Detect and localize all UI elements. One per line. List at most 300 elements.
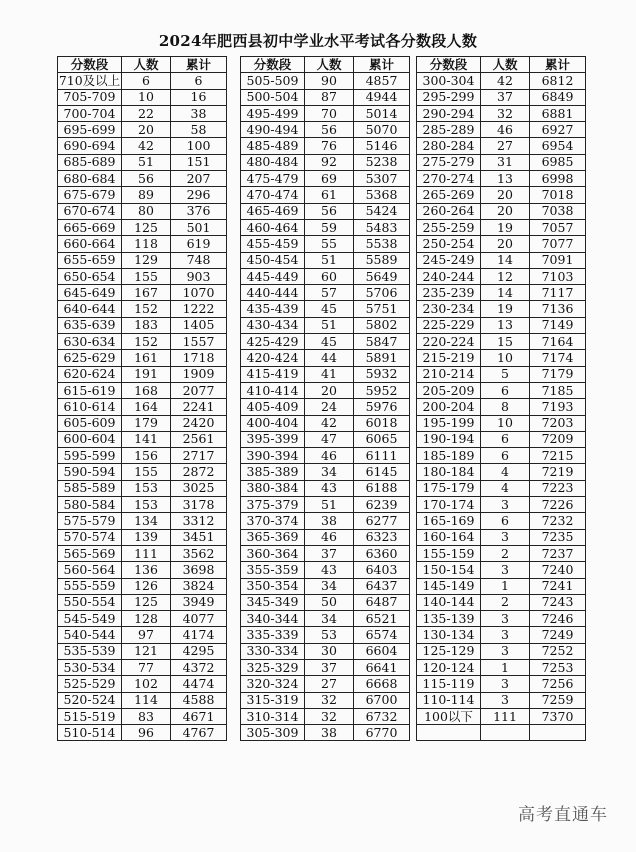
cell-count: 13 — [481, 171, 530, 187]
table-row — [417, 236, 586, 252]
cell-count: 8 — [481, 399, 530, 415]
cell-count: 20 — [305, 382, 354, 398]
cell-cumulative: 7038 — [530, 203, 586, 219]
cell-score-range: 430-434 — [241, 317, 305, 333]
cell-score-range: 300-304 — [417, 73, 481, 89]
table-row — [241, 594, 410, 610]
cell-score-range: 455-459 — [241, 236, 305, 252]
cell-count: 168 — [122, 382, 171, 398]
table-row — [58, 725, 227, 741]
cell-score-range: 530-534 — [58, 659, 122, 675]
cell-cumulative: 2561 — [171, 431, 227, 447]
cell-score-range: 265-269 — [417, 187, 481, 203]
cell-score-range: 380-384 — [241, 480, 305, 496]
table-row — [58, 187, 227, 203]
cell-score-range: 445-449 — [241, 268, 305, 284]
table-row — [417, 399, 586, 415]
cell-cumulative: 3562 — [171, 545, 227, 561]
table-row — [417, 529, 586, 545]
cell-score-range: 385-389 — [241, 464, 305, 480]
table-row — [241, 105, 410, 121]
cell-cumulative: 748 — [171, 252, 227, 268]
cell-score-range: 115-119 — [417, 676, 481, 692]
cell-count: 155 — [122, 268, 171, 284]
cell-cumulative: 6145 — [354, 464, 410, 480]
table-row — [241, 154, 410, 170]
cell-cumulative: 6277 — [354, 513, 410, 529]
cell-count: 102 — [122, 676, 171, 692]
cell-cumulative: 7077 — [530, 236, 586, 252]
cell-score-range: 285-289 — [417, 122, 481, 138]
cell-score-range: 140-144 — [417, 594, 481, 610]
cell-count: 46 — [305, 448, 354, 464]
table-row — [58, 659, 227, 675]
cell-score-range: 335-339 — [241, 627, 305, 643]
cell-score-range: 465-469 — [241, 203, 305, 219]
cell-score-range: 505-509 — [241, 73, 305, 89]
cell-score-range: 605-609 — [58, 415, 122, 431]
cell-cumulative: 6188 — [354, 480, 410, 496]
cell-cumulative: 7256 — [530, 676, 586, 692]
table-row — [241, 464, 410, 480]
cell-cumulative: 1222 — [171, 301, 227, 317]
cell-count: 55 — [305, 236, 354, 252]
cell-count: 152 — [122, 301, 171, 317]
cell-count: 60 — [305, 268, 354, 284]
table-row — [241, 659, 410, 675]
cell-cumulative: 376 — [171, 203, 227, 219]
cell-cumulative: 6 — [171, 73, 227, 89]
table-row — [241, 415, 410, 431]
cell-score-range: 475-479 — [241, 171, 305, 187]
cell-count: 43 — [305, 480, 354, 496]
cell-score-range: 595-599 — [58, 448, 122, 464]
table-row — [241, 171, 410, 187]
cell-count: 51 — [305, 497, 354, 513]
table-row — [241, 480, 410, 496]
cell-count: 56 — [305, 122, 354, 138]
cell-count: 59 — [305, 219, 354, 235]
cell-cumulative: 38 — [171, 105, 227, 121]
table-row — [241, 317, 410, 333]
cell-score-range: 620-624 — [58, 366, 122, 382]
cell-count: 43 — [305, 562, 354, 578]
cell-cumulative: 58 — [171, 122, 227, 138]
cell-score-range: 125-129 — [417, 643, 481, 659]
cell-score-range: 440-444 — [241, 285, 305, 301]
cell-score-range: 535-539 — [58, 643, 122, 659]
cell-count: 20 — [481, 187, 530, 203]
table-row — [241, 301, 410, 317]
cell-cumulative: 5238 — [354, 154, 410, 170]
cell-count: 97 — [122, 627, 171, 643]
cell-cumulative: 7243 — [530, 594, 586, 610]
cell-count: 19 — [481, 219, 530, 235]
cell-cumulative: 3178 — [171, 497, 227, 513]
cell-count: 191 — [122, 366, 171, 382]
score-table-col-2 — [240, 56, 410, 741]
header-count: 人数 — [305, 57, 354, 73]
cell-cumulative: 4588 — [171, 692, 227, 708]
cell-score-range: 370-374 — [241, 513, 305, 529]
header-cumulative: 累计 — [171, 57, 227, 73]
table-row — [417, 89, 586, 105]
cell-count: 56 — [122, 171, 171, 187]
cell-score-range: 195-199 — [417, 415, 481, 431]
cell-cumulative: 7226 — [530, 497, 586, 513]
cell-cumulative: 6998 — [530, 171, 586, 187]
cell-count: 125 — [122, 219, 171, 235]
cell-count: 32 — [481, 105, 530, 121]
cell-cumulative: 4474 — [171, 676, 227, 692]
cell-count: 80 — [122, 203, 171, 219]
cell-count: 111 — [122, 545, 171, 561]
cell-score-range: 290-294 — [417, 105, 481, 121]
table-row — [417, 676, 586, 692]
cell-count: 4 — [481, 464, 530, 480]
cell-cumulative: 6065 — [354, 431, 410, 447]
cell-cumulative: 5424 — [354, 203, 410, 219]
cell-score-range: 235-239 — [417, 285, 481, 301]
cell-count: 22 — [122, 105, 171, 121]
cell-count: 38 — [305, 725, 354, 741]
cell-count: 167 — [122, 285, 171, 301]
cell-score-range: 630-634 — [58, 334, 122, 350]
cell-score-range: 410-414 — [241, 382, 305, 398]
cell-cumulative: 7091 — [530, 252, 586, 268]
cell-cumulative: 6487 — [354, 594, 410, 610]
cell-score-range: 635-639 — [58, 317, 122, 333]
cell-score-range: 110-114 — [417, 692, 481, 708]
cell-score-range: 360-364 — [241, 545, 305, 561]
cell-cumulative: 2077 — [171, 382, 227, 398]
cell-cumulative: 6881 — [530, 105, 586, 121]
table-row — [417, 594, 586, 610]
cell-cumulative: 619 — [171, 236, 227, 252]
cell-count: 156 — [122, 448, 171, 464]
cell-score-range: 330-334 — [241, 643, 305, 659]
cell-score-range: 515-519 — [58, 708, 122, 724]
cell-count: 51 — [305, 317, 354, 333]
cell-cumulative: 5070 — [354, 122, 410, 138]
table-row — [417, 105, 586, 121]
cell-cumulative: 7018 — [530, 187, 586, 203]
cell-score-range: 245-249 — [417, 252, 481, 268]
table-row — [417, 659, 586, 675]
cell-score-range: 485-489 — [241, 138, 305, 154]
cell-count: 10 — [481, 350, 530, 366]
cell-count: 4 — [481, 480, 530, 496]
cell-cumulative: 1070 — [171, 285, 227, 301]
cell-cumulative: 151 — [171, 154, 227, 170]
table-row — [417, 301, 586, 317]
table-row — [241, 73, 410, 89]
cell-score-range: 665-669 — [58, 219, 122, 235]
cell-count: 50 — [305, 594, 354, 610]
cell-cumulative: 1405 — [171, 317, 227, 333]
table-row — [58, 89, 227, 105]
table-row — [241, 448, 410, 464]
cell-score-range — [417, 725, 481, 741]
cell-score-range: 240-244 — [417, 268, 481, 284]
cell-count: 10 — [481, 415, 530, 431]
cell-count: 1 — [481, 659, 530, 675]
table-row — [58, 366, 227, 382]
cell-cumulative: 4295 — [171, 643, 227, 659]
table-row — [58, 448, 227, 464]
table-row — [58, 122, 227, 138]
table-row — [241, 643, 410, 659]
cell-score-range: 375-379 — [241, 497, 305, 513]
cell-cumulative: 6641 — [354, 659, 410, 675]
table-row — [417, 448, 586, 464]
cell-cumulative: 3949 — [171, 594, 227, 610]
cell-cumulative: 7203 — [530, 415, 586, 431]
cell-score-range: 610-614 — [58, 399, 122, 415]
table-row — [417, 219, 586, 235]
cell-score-range: 645-649 — [58, 285, 122, 301]
cell-count: 153 — [122, 497, 171, 513]
cell-score-range: 425-429 — [241, 334, 305, 350]
cell-cumulative: 7136 — [530, 301, 586, 317]
cell-cumulative: 5976 — [354, 399, 410, 415]
cell-count: 89 — [122, 187, 171, 203]
cell-cumulative: 7235 — [530, 529, 586, 545]
cell-score-range: 640-644 — [58, 301, 122, 317]
cell-score-range: 365-369 — [241, 529, 305, 545]
header-cumulative: 累计 — [354, 57, 410, 73]
table-row — [241, 350, 410, 366]
cell-count: 121 — [122, 643, 171, 659]
cell-count: 3 — [481, 692, 530, 708]
cell-score-range: 540-544 — [58, 627, 122, 643]
cell-count: 3 — [481, 643, 530, 659]
cell-score-range: 295-299 — [417, 89, 481, 105]
table-row — [241, 529, 410, 545]
cell-cumulative: 100 — [171, 138, 227, 154]
cell-count: 3 — [481, 529, 530, 545]
cell-score-range: 225-229 — [417, 317, 481, 333]
cell-count: 153 — [122, 480, 171, 496]
header-score-range: 分数段 — [241, 57, 305, 73]
cell-count: 57 — [305, 285, 354, 301]
table-row — [58, 708, 227, 724]
cell-count: 14 — [481, 285, 530, 301]
table-row — [58, 219, 227, 235]
cell-cumulative — [530, 725, 586, 741]
cell-score-range: 695-699 — [58, 122, 122, 138]
cell-count: 42 — [481, 73, 530, 89]
cell-score-range: 395-399 — [241, 431, 305, 447]
table-row — [58, 171, 227, 187]
cell-score-range: 350-354 — [241, 578, 305, 594]
cell-score-range: 705-709 — [58, 89, 122, 105]
cell-score-range: 590-594 — [58, 464, 122, 480]
cell-count: 76 — [305, 138, 354, 154]
cell-score-range: 550-554 — [58, 594, 122, 610]
cell-cumulative: 3824 — [171, 578, 227, 594]
header-count: 人数 — [481, 57, 530, 73]
cell-count: 32 — [305, 692, 354, 708]
cell-count — [481, 725, 530, 741]
table-row — [58, 317, 227, 333]
cell-score-range: 435-439 — [241, 301, 305, 317]
cell-count: 34 — [305, 464, 354, 480]
cell-cumulative: 7209 — [530, 431, 586, 447]
cell-cumulative: 6604 — [354, 643, 410, 659]
cell-score-range: 680-684 — [58, 171, 122, 187]
table-row — [417, 725, 586, 741]
cell-cumulative: 6403 — [354, 562, 410, 578]
cell-cumulative: 7259 — [530, 692, 586, 708]
table-row — [58, 562, 227, 578]
cell-cumulative: 7164 — [530, 334, 586, 350]
table-row — [241, 431, 410, 447]
cell-cumulative: 6437 — [354, 578, 410, 594]
cell-score-range: 570-574 — [58, 529, 122, 545]
cell-count: 37 — [305, 545, 354, 561]
table-row — [417, 366, 586, 382]
cell-cumulative: 4857 — [354, 73, 410, 89]
cell-score-range: 135-139 — [417, 611, 481, 627]
table-row — [58, 627, 227, 643]
table-row — [241, 708, 410, 724]
cell-cumulative: 2420 — [171, 415, 227, 431]
cell-count: 46 — [481, 122, 530, 138]
cell-score-range: 670-674 — [58, 203, 122, 219]
cell-count: 34 — [305, 578, 354, 594]
cell-score-range: 460-464 — [241, 219, 305, 235]
cell-score-range: 420-424 — [241, 350, 305, 366]
cell-cumulative: 5307 — [354, 171, 410, 187]
table-row — [417, 252, 586, 268]
cell-cumulative: 7232 — [530, 513, 586, 529]
cell-score-range: 560-564 — [58, 562, 122, 578]
table-header-row — [58, 57, 227, 73]
table-row — [417, 122, 586, 138]
table-row — [241, 578, 410, 594]
cell-score-range: 205-209 — [417, 382, 481, 398]
cell-score-range: 200-204 — [417, 399, 481, 415]
cell-score-range: 250-254 — [417, 236, 481, 252]
table-row — [58, 594, 227, 610]
cell-cumulative: 4767 — [171, 725, 227, 741]
cell-cumulative: 6111 — [354, 448, 410, 464]
table-row — [241, 562, 410, 578]
header-cumulative: 累计 — [530, 57, 586, 73]
cell-score-range: 310-314 — [241, 708, 305, 724]
cell-cumulative: 6323 — [354, 529, 410, 545]
cell-score-range: 230-234 — [417, 301, 481, 317]
cell-score-range: 100以下 — [417, 708, 481, 724]
cell-cumulative: 6521 — [354, 611, 410, 627]
cell-count: 32 — [305, 708, 354, 724]
cell-count: 3 — [481, 676, 530, 692]
table-row — [241, 122, 410, 138]
table-row — [417, 643, 586, 659]
cell-count: 24 — [305, 399, 354, 415]
cell-count: 3 — [481, 627, 530, 643]
cell-cumulative: 7249 — [530, 627, 586, 643]
cell-score-range: 390-394 — [241, 448, 305, 464]
cell-count: 51 — [305, 252, 354, 268]
cell-cumulative: 7370 — [530, 708, 586, 724]
cell-score-range: 165-169 — [417, 513, 481, 529]
table-row — [417, 513, 586, 529]
cell-cumulative: 7241 — [530, 578, 586, 594]
cell-count: 96 — [122, 725, 171, 741]
table-row — [58, 203, 227, 219]
table-row — [417, 268, 586, 284]
table-row — [58, 513, 227, 529]
cell-count: 161 — [122, 350, 171, 366]
table-row — [241, 513, 410, 529]
cell-count: 6 — [481, 513, 530, 529]
cell-count: 70 — [305, 105, 354, 121]
cell-cumulative: 3312 — [171, 513, 227, 529]
cell-score-range: 175-179 — [417, 480, 481, 496]
cell-score-range: 415-419 — [241, 366, 305, 382]
cell-cumulative: 6018 — [354, 415, 410, 431]
table-row — [417, 708, 586, 724]
cell-cumulative: 5649 — [354, 268, 410, 284]
table-row — [417, 317, 586, 333]
cell-score-range: 500-504 — [241, 89, 305, 105]
cell-cumulative: 5146 — [354, 138, 410, 154]
cell-count: 136 — [122, 562, 171, 578]
cell-cumulative: 6954 — [530, 138, 586, 154]
watermark-text: 高考直通车 — [518, 805, 608, 825]
cell-score-range: 120-124 — [417, 659, 481, 675]
cell-score-range: 220-224 — [417, 334, 481, 350]
table-row — [58, 252, 227, 268]
table-row — [58, 578, 227, 594]
cell-cumulative: 6732 — [354, 708, 410, 724]
cell-score-range: 525-529 — [58, 676, 122, 692]
cell-cumulative: 6849 — [530, 89, 586, 105]
cell-score-range: 275-279 — [417, 154, 481, 170]
cell-count: 13 — [481, 317, 530, 333]
table-row — [241, 334, 410, 350]
cell-count: 53 — [305, 627, 354, 643]
cell-cumulative: 7174 — [530, 350, 586, 366]
cell-cumulative: 1718 — [171, 350, 227, 366]
cell-score-range: 160-164 — [417, 529, 481, 545]
cell-cumulative: 5891 — [354, 350, 410, 366]
cell-score-range: 155-159 — [417, 545, 481, 561]
table-row — [58, 73, 227, 89]
cell-count: 134 — [122, 513, 171, 529]
cell-score-range: 520-524 — [58, 692, 122, 708]
cell-count: 90 — [305, 73, 354, 89]
cell-cumulative: 5802 — [354, 317, 410, 333]
table-header-row — [417, 57, 586, 73]
cell-count: 141 — [122, 431, 171, 447]
cell-score-range: 565-569 — [58, 545, 122, 561]
cell-count: 51 — [122, 154, 171, 170]
cell-cumulative: 5538 — [354, 236, 410, 252]
table-row — [417, 382, 586, 398]
table-row — [58, 676, 227, 692]
cell-score-range: 495-499 — [241, 105, 305, 121]
table-row — [58, 611, 227, 627]
table-row — [417, 497, 586, 513]
table-row — [58, 529, 227, 545]
cell-cumulative: 6668 — [354, 676, 410, 692]
cell-score-range: 315-319 — [241, 692, 305, 708]
header-score-range: 分数段 — [58, 57, 122, 73]
table-row — [417, 285, 586, 301]
